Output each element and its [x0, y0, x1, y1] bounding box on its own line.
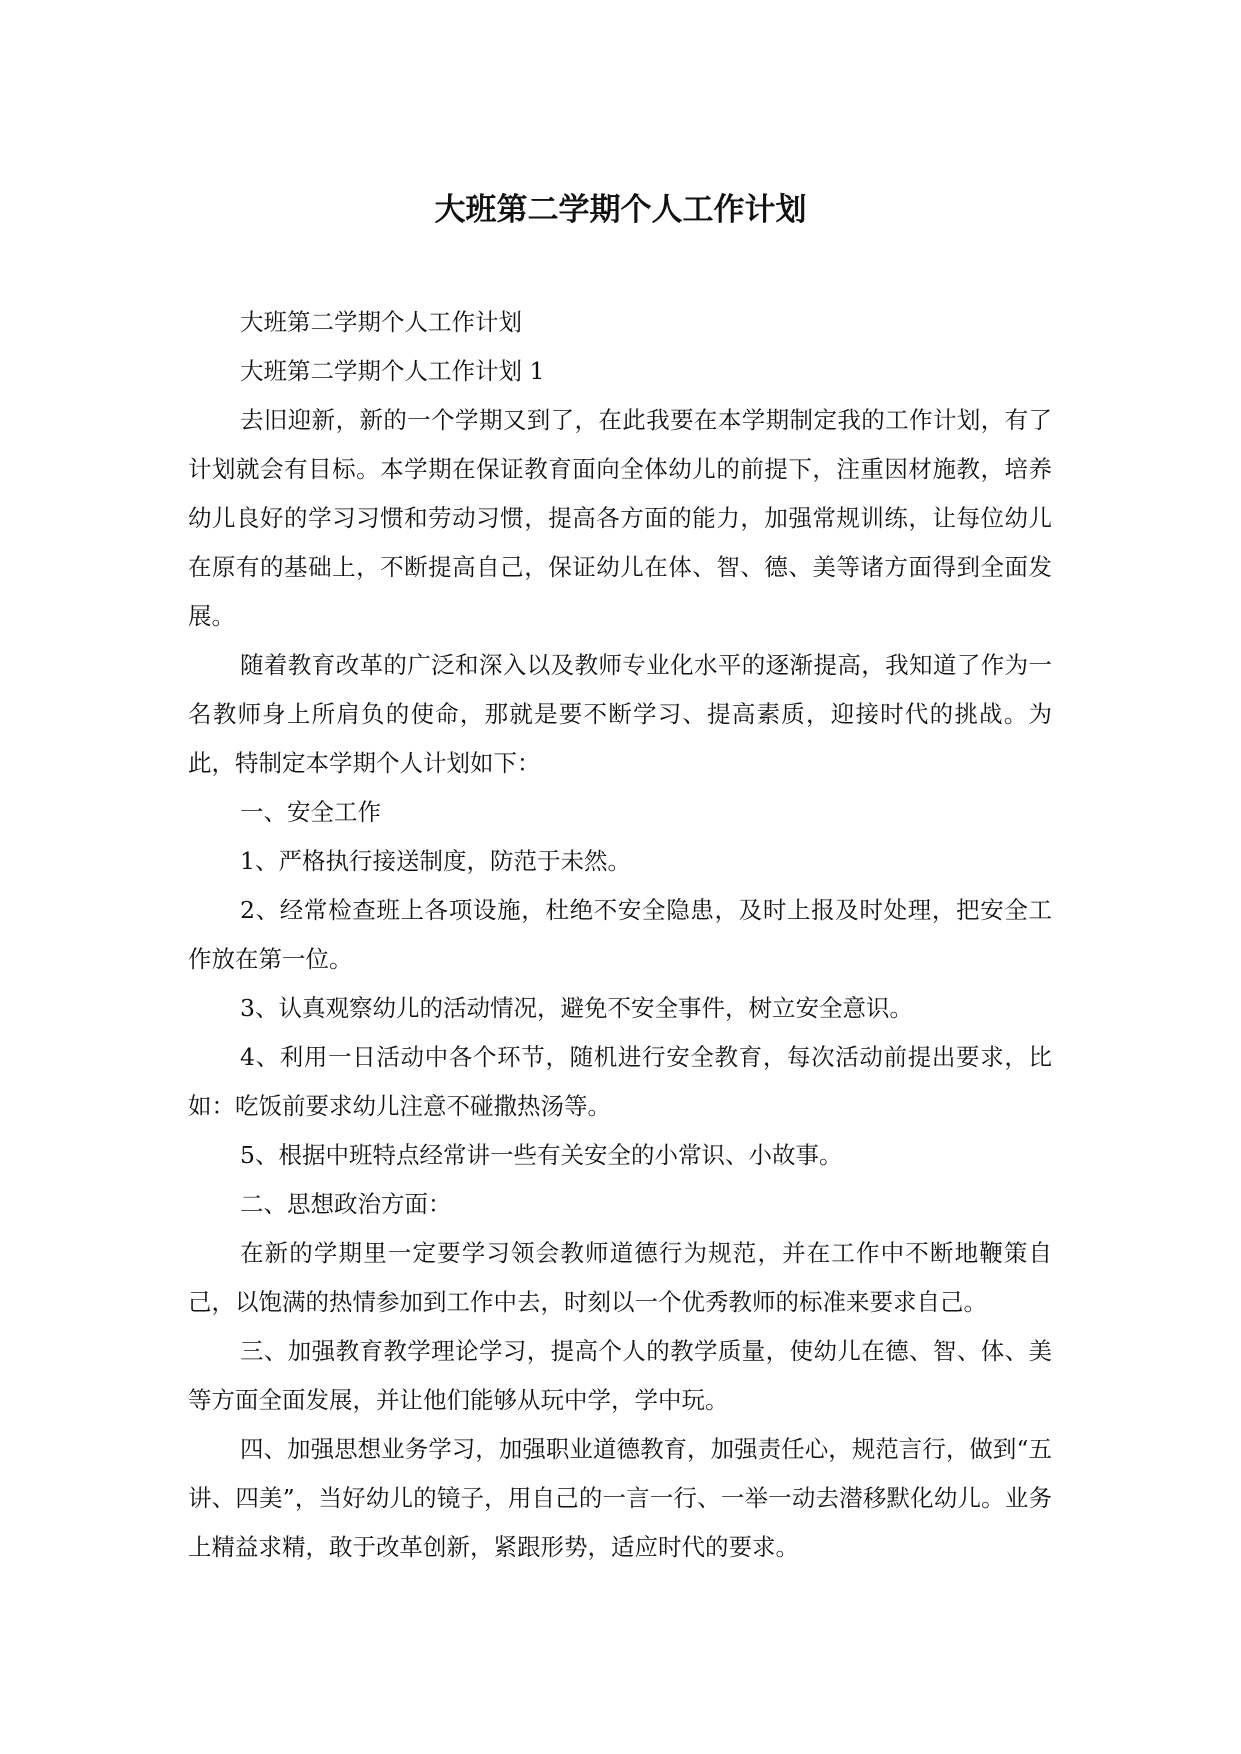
- paragraph: 随着教育改革的广泛和深入以及教师专业化水平的逐渐提高，我知道了作为一名教师身上所肩负的使命，那就是要不断学习、提高素质，迎接时代的挑战。为此，特制定本学期个人计划如下：: [188, 651, 1052, 777]
- paragraph: 在新的学期里一定要学习领会教师道德行为规范，并在工作中不断地鞭策自己，以饱满的热情参加到工作中去，时刻以一个优秀教师的标准来要求自己。: [188, 1239, 1052, 1316]
- paragraph: 大班第二学期个人工作计划 1: [240, 357, 545, 385]
- list-item: 5、根据中班特点经常讲一些有关安全的小常识、小故事。: [240, 1141, 843, 1169]
- paragraph: 三、加强教育教学理论学习，提高个人的教学质量，使幼儿在德、智、体、美等方面全面发展，并让他们能够从玩中学，学中玩。: [188, 1337, 1052, 1414]
- section-heading: 一、安全工作: [240, 798, 381, 826]
- list-item: 3、认真观察幼儿的活动情况，避免不安全事件，树立安全意识。: [240, 994, 913, 1022]
- paragraph: 大班第二学期个人工作计划: [240, 308, 522, 336]
- document-title: 大班第二学期个人工作计划: [434, 192, 807, 228]
- list-item: 4、利用一日活动中各个环节，随机进行安全教育，每次活动前提出要求，比如：吃饭前要求幼儿注意不碰撒热汤等。: [188, 1043, 1052, 1120]
- list-item: 2、经常检查班上各项设施，杜绝不安全隐患，及时上报及时处理，把安全工作放在第一位。: [188, 896, 1052, 973]
- paragraph: 去旧迎新，新的一个学期又到了，在此我要在本学期制定我的工作计划，有了计划就会有目标。本学期在保证教育面向全体幼儿的前提下，注重因材施教，培养幼儿良好的学习习惯和劳动习惯，提高各方面的能力，加强常规训练，让每位幼儿在原有的基础上，不断提高自己，保证幼儿在体、智、德、美等诸方面得到全面发展。: [188, 406, 1052, 630]
- document-body: [188, 298, 1052, 1572]
- list-item: 1、严格执行接送制度，防范于未然。: [240, 847, 631, 875]
- section-heading: 二、思想政治方面：: [240, 1190, 452, 1218]
- paragraph: 四、加强思想业务学习，加强职业道德教育，加强责任心，规范言行，做到“五讲、四美”，当好幼儿的镜子，用自己的一言一行、一举一动去潜移默化幼儿。业务上精益求精，敢于改革创新，紧跟形势，适应时代的要求。: [188, 1435, 1052, 1561]
